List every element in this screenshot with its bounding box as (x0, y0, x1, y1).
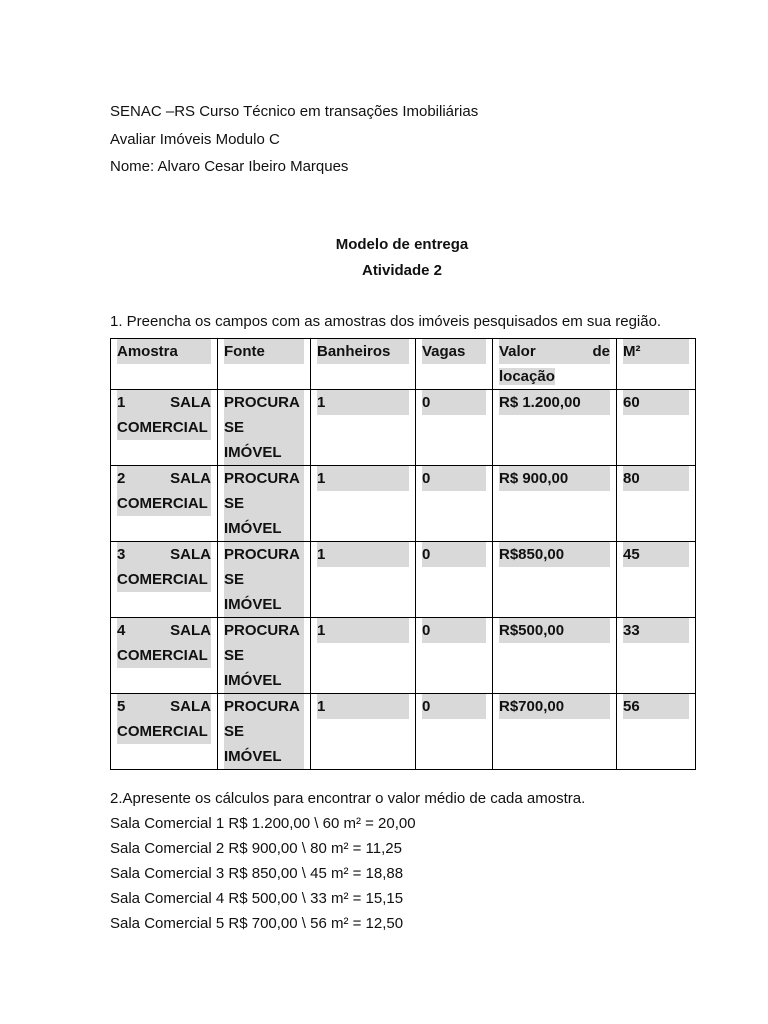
header-cell-fonte: Fonte (218, 339, 311, 390)
table-row: 2 SALA COMERCIAL PROCURA SE IMÓVEL 1 0 R$ 900,00 80 (111, 466, 696, 542)
header-module-line: Avaliar Imóveis Modulo C (110, 131, 280, 148)
calculation-line: Sala Comercial 3 R$ 850,00 \ 45 m² = 18,88 (110, 865, 404, 882)
calculation-line: Sala Comercial 4 R$ 500,00 \ 33 m² = 15,15 (110, 890, 404, 907)
samples-table (110, 338, 696, 770)
table-row: 5 SALA COMERCIAL PROCURA SE IMÓVEL 1 0 R$700,00 56 (111, 694, 696, 770)
header-course-line: SENAC –RS Curso Técnico em transações Imobiliárias (110, 103, 479, 120)
header-cell-m2: M² (617, 339, 696, 390)
question-1-text: 1. Preencha os campos com as amostras dos imóveis pesquisados em sua região. (110, 313, 662, 330)
document-title: Modelo de entrega (335, 236, 469, 253)
calculation-line: Sala Comercial 1 R$ 1.200,00 \ 60 m² = 20,00 (110, 815, 416, 832)
calculation-line: Sala Comercial 5 R$ 700,00 \ 56 m² = 12,50 (110, 915, 404, 932)
calculation-line: Sala Comercial 2 R$ 900,00 \ 80 m² = 11,25 (110, 840, 402, 857)
table-row: 1 SALA COMERCIAL PROCURA SE IMÓVEL 1 0 R$ 1.200,00 60 (111, 390, 696, 466)
header-cell-banheiros: Banheiros (311, 339, 416, 390)
header-cell-valor: Valor de locação (493, 339, 617, 390)
table-row: 4 SALA COMERCIAL PROCURA SE IMÓVEL 1 0 R$500,00 33 (111, 618, 696, 694)
header-name-line: Nome: Alvaro Cesar Ibeiro Marques (110, 158, 349, 175)
header-cell-vagas: Vagas (416, 339, 493, 390)
header-cell-amostra: Amostra (111, 339, 218, 390)
table-row: 3 SALA COMERCIAL PROCURA SE IMÓVEL 1 0 R$850,00 45 (111, 542, 696, 618)
question-2-text: 2.Apresente os cálculos para encontrar o valor médio de cada amostra. (110, 790, 586, 807)
document-subtitle: Atividade 2 (361, 262, 443, 279)
table-header-row (111, 339, 696, 390)
